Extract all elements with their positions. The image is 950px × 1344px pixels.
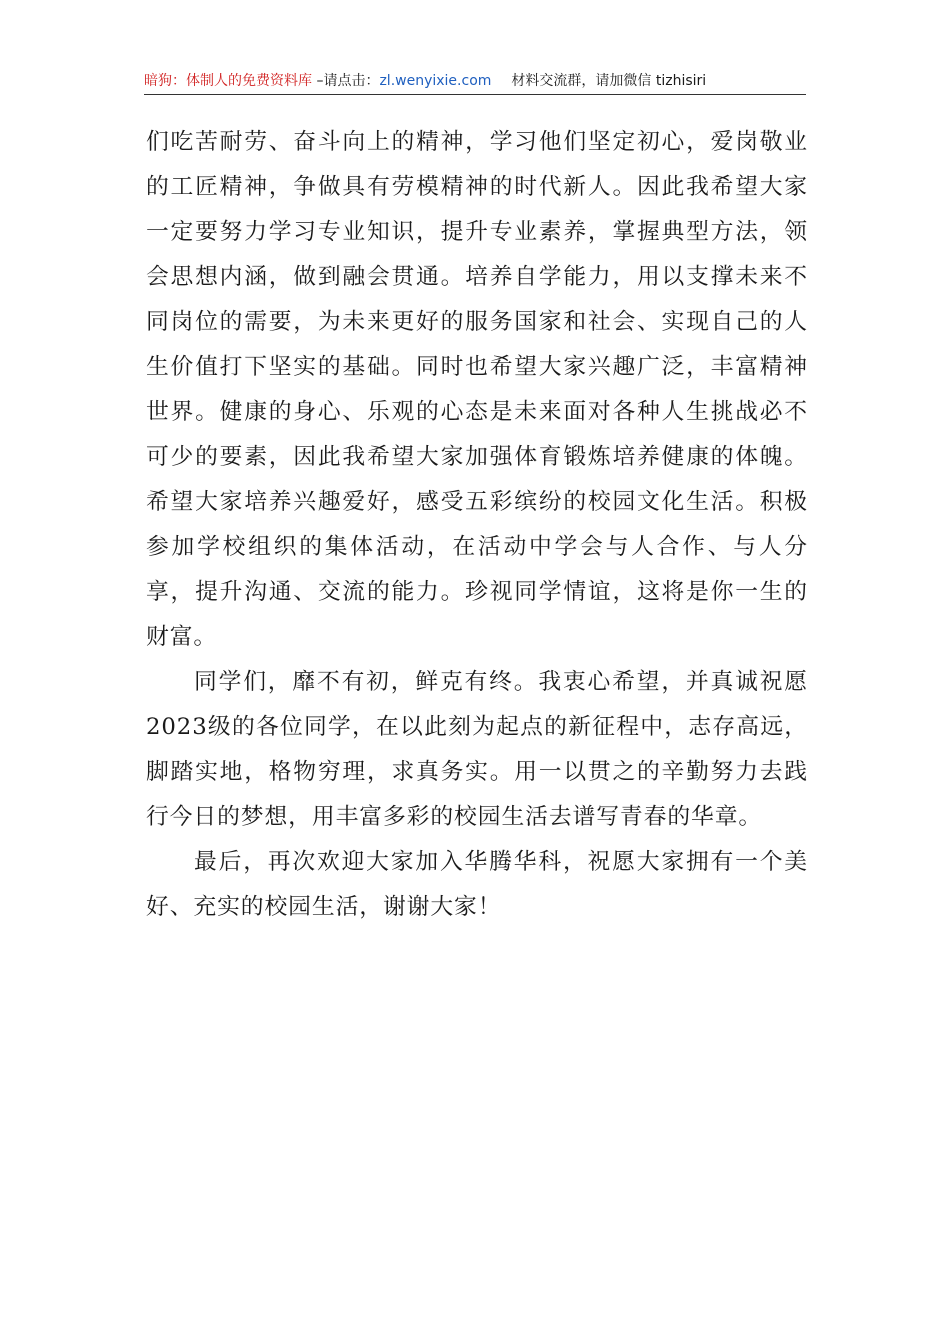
header-url-link[interactable]: zl.wenyixie.com [379,73,492,89]
document-body [146,120,808,930]
paragraph-final-welcome: 最后，再次欢迎大家加入华腾华科，祝愿大家拥有一个美好、充实的校园生活，谢谢大家！ [146,849,808,920]
page-header [144,68,806,95]
paragraph-closing-wishes: 同学们，靡不有初，鲜克有终。我衷心希望，并真诚祝愿2023级的各位同学，在以此刻为起点的新征程中，志存高远，脚踏实地，格物穷理，求真务实。用一以贯之的辛勤努力去践行今日的梦想，用丰富多彩的校园生活去谱写青春的华章。 [146,669,808,830]
header-brand: 暗狗：体制人的免费资料库 [144,73,312,89]
header-click-label: –请点击： [312,73,380,89]
header-wechat-note: 材料交流群，请加微信 tizhisiri [511,73,707,89]
paragraph-continued: 们吃苦耐劳、奋斗向上的精神，学习他们坚定初心，爱岗敬业的工匠精神，争做具有劳模精神的时代新人。因此我希望大家一定要努力学习专业知识，提升专业素养，掌握典型方法，领会思想内涵，做到融会贯通。培养自学能力，用以支撑未来不同岗位的需要，为未来更好的服务国家和社会、实现自己的人生价值打下坚实的基础。同时也希望大家兴趣广泛，丰富精神世界。健康的身心、乐观的心态是未来面对各种人生挑战必不可少的要素，因此我希望大家加强体育锻炼培养健康的体魄。希望大家培养兴趣爱好，感受五彩缤纷的校园文化生活。积极参加学校组织的集体活动，在活动中学会与人合作、与人分享，提升沟通、交流的能力。珍视同学情谊，这将是你一生的财富。 [146,129,808,650]
